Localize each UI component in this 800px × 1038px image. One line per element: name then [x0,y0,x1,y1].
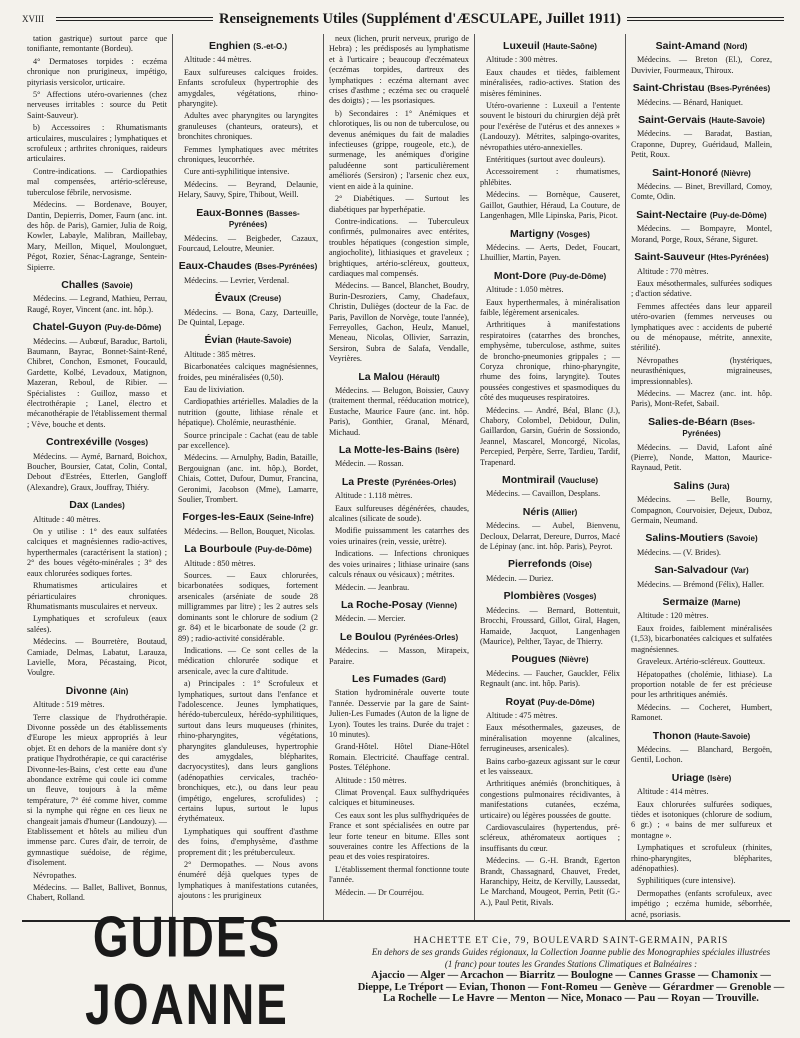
station-paragraph: On y utilise : 1° des eaux sulfatées calciques et magnésiennes radio-actives, hyperthermales (caractérisent la station) ; 2° des boues végéto-minérales ; 3° des eaux chlorurées sodiques fortes. [27,527,167,578]
station-department: (Htes-Pyrénées) [707,253,769,263]
station-heading [329,477,469,488]
station-paragraph: Indications. — Ce sont celles de la médication chlorurée sodique et arsenicale, avec la cure d'altitude. [178,645,318,676]
station-name: Pougues [511,653,556,666]
station-paragraph: neux (lichen, prurit nerveux, prurigo de Hebra) ; les prédisposés au lymphatisme et à l'urticaire ; beaucoup d'eczémateux (eczémas torpides, dartreux des lymphatiques : eczéma alternant avec crises d'asthme ; eczéma sec ou craquelé des doigts) ; — les psoriasiques. [329,34,469,106]
station-paragraph: 5° Affections utéro-ovariennes (chez nerveuses irritables : source du Petit Saint-Sauveur). [27,90,167,120]
station-paragraph: Névropathes (hystériques, neurasthéniques, migraineuses, impressionnables). [631,355,772,386]
station-paragraph: Contre-indications. — Cardiopathies mal compensées, artério-scléreuse, tuberculose fébrile, nervosisme. [27,166,167,197]
station-name: Le Boulou [339,630,392,643]
station-heading [480,229,620,240]
station-department: (Allier) [551,507,578,517]
station-paragraph: Indications. — Infections chroniques des voies urinaires ; lithiase urinaire (sans calculs rénaux ou vésicaux) ; métrites. [329,549,469,580]
page-number: XVIII [22,14,44,24]
column-1 [22,34,173,922]
station-name: Plombières [503,590,561,603]
station-paragraph: Grand-Hôtel. Hôtel Diane-Hôtel Romain. Electricité. Chauffage central. Postes. Téléphone. [329,742,469,773]
station-name: Montmirail [501,474,556,487]
station-paragraph: Graveleux. Artério-scléreux. Goutteux. [637,657,765,667]
station-heading [631,115,772,126]
station-department: (Haute-Savoie) [694,731,751,741]
station-heading [178,208,318,231]
ad-line-1: En dehors de ses grands Guides régionaux, la Collection Joanne publie des Monographies spéciales illustrées [371,947,771,957]
station-paragraph: Lymphatiques qui souffrent d'asthme des foins, d'emphysème, d'asthme proprement dit ; les prétuberculeux. [178,826,318,857]
station-paragraph: Médecins. — Binet, Brevillard, Comoy, Comte, Odin. [631,182,772,202]
station-paragraph: Médecins. — Blanchard, Bergoën, Gentil, Lochon. [631,744,772,765]
ad-publisher: HACHETTE ET Cie, 79, BOULEVARD SAINT-GERMAIN, PARIS [413,935,729,946]
station-paragraph: Altitude : 1.050 mètres. [486,285,564,295]
station-paragraph: Médecins. — Legrand, Mathieu, Perrau, Raugé, Royer, Vincent (anc. int. hôp.). [27,294,167,314]
station-paragraph: Altitude : 40 mètres. [33,514,101,524]
station-heading [480,559,620,570]
station-paragraph: Cardiovasculaires (hypertendus, pré-scléreux, athéromateux aortiques ; insuffisants du cœur. [480,823,620,853]
station-paragraph: 2° Dermopathes. — Nous avons énuméré déjà quelques types de lymphatiques à manifestations cutanées, ajoutons : les prurigineux [178,860,318,901]
station-heading [329,674,469,685]
station-heading [631,533,772,544]
station-paragraph: Entéritiques (surtout avec douleurs). [486,155,606,165]
station-department: (Oise) [569,560,592,570]
station-heading [27,322,167,333]
station-name: La Malou [358,370,404,383]
station-paragraph: Eaux mésothermales, gazeuses, de minéralisation moyenne (alcalines, ferrugineuses, arsenicales). [480,723,620,754]
station-paragraph: Climat Provençal. Eaux sulfhydriquées calciques et bitumineuses. [329,788,469,808]
station-paragraph: Utéro-ovarienne : Luxeuil a l'entente souvent le bistouri du chirurgien déjà prêt pour l'exérèse de l'utérus et des annexes » (Landouzy). Métrites, salpingo-ovarites, névropathies utéro-annexielles. [480,101,620,152]
station-paragraph: Médecin. — Rossan. [335,459,404,469]
station-paragraph: Médecins. — Aerts, Dedet, Foucart, Lhuillier, Martin, Payen. [480,242,620,263]
station-heading [27,500,167,511]
station-paragraph: Sources. — Eaux chlorurées, bicarbonatées sodiques, fortement arsenicales (arséniate de soude 28 milligrammes par litre) ; les 2 autres sels dominants sont le chlorure de sodium (2 gr. 84) et le bicarbonate de soude (2 gr. 89) ; radio-activité considérable. [178,571,318,643]
station-paragraph: Altitude : 414 mètres. [637,787,709,797]
station-name: Enghien [208,40,251,52]
station-paragraph: Médecins. — Bellon, Bouquet, Nicolas. [184,526,315,536]
station-paragraph: Altitude : 300 mètres. [486,55,558,65]
station-department: (Marne) [711,598,741,608]
station-department: (Nièvre) [558,655,589,665]
column-3 [324,34,475,922]
station-department: (Puy-de-Dôme) [254,545,312,555]
station-department: (Vaucluse) [558,476,599,486]
station-name: La Motte-les-Bains [338,444,433,457]
station-paragraph: Bicarbonatées calciques magnésiennes, froides, peu minéralisées (0,50). [178,362,318,382]
station-department: (Savoie) [101,280,133,290]
station-heading [631,481,772,492]
station-paragraph: Médecins. — Cocheret, Humbert, Ramonet. [631,702,772,723]
station-name: Eaux-Bonnes [196,206,264,219]
station-heading [329,445,469,456]
station-paragraph: Médecins. — Aubel, Bienvenu, Decloux, Delarrat, Dereure, Durros, Macé de Lépinay (anc. int. hôp. Paris), Peyrot. [480,521,620,552]
station-paragraph: Eau de lixiviation. [184,384,245,394]
station-paragraph: Femmes lymphatiques avec métrites chroniques, leucorrhée. [178,144,318,165]
station-paragraph: Médecins. — Faucher, Gauckler, Félix Regnault (anc. int. hôp. Paris). [480,668,620,689]
station-paragraph: Bains carbo-gazeux agissant sur le cœur et les vaisseaux. [480,756,620,776]
station-heading [27,686,167,697]
header-rule-left [56,17,213,21]
station-name: Pierrefonds [508,558,567,571]
station-heading [631,41,772,52]
station-name: Saint-Gervais [638,114,706,127]
station-paragraph: Médecins. — David, Lafont aîné (Pierre), Nonde, Matton, Maurice-Raynaud, Petit. [631,442,772,473]
station-department: (Bses-Pyrénées) [682,417,755,439]
ad-text [352,936,790,1005]
station-department: (Vosges) [556,229,590,239]
station-paragraph: Médecins. — Bénard, Haniquet. [637,97,743,107]
station-heading [631,565,772,576]
station-name: Saint-Sauveur [634,251,705,264]
running-header [22,8,790,30]
column-5 [626,34,777,922]
station-paragraph: Eaux froides, faiblement minéralisées (1,53), bicarbonatées calciques et sulfatées magnésiennes. [631,623,772,654]
station-paragraph: Cardiopathies artérielles. Maladies de la nutrition (goutte, lithiase rénale et hépatique). Cholémie, neurasthénie. [178,397,318,428]
station-paragraph: Médecin. — Dr Courréjou. [335,887,424,897]
station-heading [480,41,620,52]
station-heading [631,773,772,784]
station-heading [27,280,167,291]
station-paragraph: Arthritiques à manifestations respiratoires (catarrhes des bronches, emphysème, tuberculose, asthme, suites de broncho-pneumonies grippales ; — Coryza chronique, rhino-pharyngite, rhume des foins, laryngite). Toutes poussées congestives et spasmodiques du côté des muqueuses respiratoires. [480,320,620,403]
station-paragraph: Rhumatismes articulaires et périarticulaires chroniques. Rhumatismants musculaires et nerveux. [27,581,167,611]
station-paragraph: Altitude : 770 mètres. [637,266,709,276]
station-paragraph: Médecins. — Aubœuf, Baraduc, Bartoli, Baumann, Bayrac, Bonnet-Saint-René, Chibret, Conchon, Esmonet, Foucauld, Gardette, Kolbé, Levadoux, Matignon, Mazeran, Reboul, de Ribier. — Spécialistes : Guilloz, masso et électrothérapie ; Lanel, électro et mécanothérapie de l'établissement thermal ; Vève, bouche et dents. [27,336,167,429]
station-name: Salins [673,479,705,492]
station-paragraph: Eaux chlorurées sulfurées sodiques, tièdes et isotoniques (chlorure de sodium, 6 gr.) ; « bains de mer sulfureux et montagne ». [631,799,772,840]
station-paragraph: Médecins. — Brémond (Félix), Haller. [637,579,765,589]
station-paragraph: a) Principales : 1° Scrofuleux et lymphatiques, surtout dans l'enfance et l'adolescence. Jeunes lymphatiques, hérédo-tuberculeux, hérédo-syphilitiques, surtout dans leurs muqueuses (rhinites, rhino-pharyngites, végétations, pharyngites glanduleuses, hypertrophie des amygdales, blépharites, dacryocystites), dans leurs ganglions (adénopathies cervicales, trachéo-bronchiques, etc.), ou dans leur peau (impétigo, engelures, scrofulides) ; certains lupus, surtout le lupus érythémateux. [178,679,318,824]
station-heading [631,252,772,263]
station-paragraph: Médecins. — Aymé, Barnard, Boichox, Boucher, Boursier, Catat, Colin, Contal, Debout d'Estrées, Etterlen, Gangloff (Alexandre), Graux, Jouffray, Thiéry. [27,451,167,492]
station-paragraph: Altitude : 519 mètres. [33,700,105,710]
station-paragraph: Eaux sulfureuses calciques froides. Enfants scrofuleux (hypertrophie des amygdales, végétations, rhino-pharyngite). [178,67,318,109]
station-department: (Creuse) [248,294,282,304]
station-department: (Vienne) [425,600,458,610]
station-heading [480,507,620,518]
station-paragraph: Médecins. — Bourretère, Boutaud, Camiade, Delmas, Labatut, Larauza, Lavielle, Mora, Pécastaing, Picot, Voulgre. [27,637,167,678]
station-paragraph: Hépatopathes (cholémie, lithiase). La proportion notable de fer est précieuse pour les arthritiques anémiés. [631,669,772,700]
station-paragraph: Altitude : 1.118 mètres. [335,491,413,501]
station-paragraph: Syphilitiques (cure intensive). [637,876,736,886]
station-paragraph: tation gastrique) surtout parce que tonifiante, remontante (Bordeu). [27,34,167,54]
station-paragraph: Altitude : 44 mètres. [184,55,252,65]
station-name: Sermaize [662,596,709,609]
station-paragraph: L'établissement thermal fonctionne toute l'année. [329,864,469,885]
station-department: (Isère) [435,446,460,456]
station-name: Salins-Moutiers [645,532,724,545]
station-name: Divonne [65,684,108,697]
station-department: (Landes) [91,501,125,511]
station-department: (Nièvre) [721,168,751,178]
ad-logo: GUIDES JOANNE [85,903,289,1037]
station-name: La Roche-Posay [340,598,423,611]
station-department: (Puy-de-Dôme) [549,271,607,281]
station-paragraph: Médecins. — Masson, Mirapeix, Paraire. [329,646,469,666]
station-name: Évian [204,334,233,347]
station-paragraph: 2° Diabétiques. — Surtout les diabétiques par hyperhépatie. [329,194,469,214]
station-paragraph: Lymphatiques et scrofuleux (eaux salées). [27,614,167,634]
station-name: Néris [522,505,549,518]
station-paragraph: Médecins. — André, Béal, Blanc (J.), Chabory, Colombel, Debidour, Dulin, Gaillardon, Garsin, Guérin de Sossiondo, Jeannel, Mascarel, Moncorgé, Nicolas, Percepied, Perpère, Serre, Tardieu, Tardif, Trapenard. [480,405,620,467]
station-department: (Vosges) [114,438,149,448]
station-name: Eaux-Chaudes [178,260,252,273]
station-name: Salies-de-Béarn [648,415,728,428]
station-paragraph: Médecins. — Levrier, Verdenal. [184,275,290,285]
column-2 [173,34,324,922]
station-department: (Puy-de-Dôme) [104,323,162,333]
station-name: Forges-les-Eaux [182,511,265,524]
station-heading [480,591,620,602]
ad-cities-3: La Rochelle — Le Havre — Menton — Nice, Monaco — Pau — Royan — Trouville. [383,993,759,1004]
station-department: (Puy-de-Dôme) [537,697,595,707]
station-heading [178,293,318,304]
station-department: (Basses-Pyrénées) [228,208,300,230]
station-heading [27,437,167,448]
station-paragraph: Médecins. — Beigbeder, Cazaux, Fourcaud, Leloutre, Meunier. [178,233,318,253]
station-name: Martigny [510,227,554,240]
station-paragraph: Médecins. — Ballet, Ballivet, Bonnus, Chabert, Rolland. [27,883,167,903]
station-paragraph: Source principale : Cachat (eau de table par excellence). [178,430,318,450]
station-department: (Hérault) [406,372,440,382]
ad-cities-2: Dieppe, Le Tréport — Evian, Thonon — Font-Romeu — Genève — Gérardmer — Grenoble — [357,981,785,993]
station-paragraph: Médecins. — Breton (El.), Corez, Duvivier, Fourmeaux, Thiroux. [631,55,772,75]
station-paragraph: Station hydrominérale ouverte toute l'année. Desservie par la gare de Saint-Julien-Les Fumades (Auton de la ligne de Lyon). Toutes les trains. Durée du trajet : 10 minutes). [329,688,469,739]
station-paragraph: Cure anti-syphilitique intensive. [184,167,290,177]
station-paragraph: Lymphatiques et scrofuleux (rhinites, rhino-pharyngites, blépharites, adénopathies). [631,843,772,873]
station-heading [631,168,772,179]
station-heading [631,83,772,94]
station-heading [329,600,469,611]
station-department: (Pyrénées-Orles) [392,477,457,487]
ad-line-2: (1 franc) pour toutes les Grandes Stations Climatiques et Balnéaires : [444,958,698,969]
station-paragraph: Altitude : 150 mètres. [335,775,407,785]
station-name: Chatel-Guyon [32,321,102,334]
station-paragraph: Contre-indications. — Tuberculeux confirmés, pulmonaires avec entérites, troubles hépatiques (congestion simple, angiocholite), lithiasiques et graveleux ; brightiques, artério-scléreux, goutteux, cardiaques mal compensés. [329,216,469,278]
station-department: (Ain) [110,686,129,696]
station-paragraph: Accessoirement : rhumatismes, phlébites. [480,167,620,187]
station-department: (Haute-Savoie) [708,116,765,126]
station-heading [631,597,772,608]
station-paragraph: Terre classique de l'hydrothérapie. Divonne possède un des établissements d'Europe les mieux appropriés à leur objet. Et en dehors de la manière dont s'y pratique l'hydrothérapie, ce qui caractérise Divonne-les-Bains, c'est cette eau d'une abondance extrême qui coule ici comme un fleuve, toujours à la même température, 7° été comme hiver, comme si la nymphe qui règne en ces lieux ne changeait jamais d'humeur (Landouzy). — Etablissement et hôtels au milieu d'un immense parc. Cures d'air, de terroir, de gymnastique suédoise, de régime, d'isolement. [27,712,167,868]
station-heading [480,475,620,486]
station-heading [178,335,318,346]
station-department: (Savoie) [726,534,758,544]
station-paragraph: Altitude : 385 mètres. [184,349,256,359]
station-department: (Nord) [723,42,748,51]
station-heading [480,697,620,708]
station-paragraph: Médecins. — Bernard, Bottentuit, Brocchi, Froussard, Gillot, Giral, Hagen, Hamaide, Jacquot, Langenhagen (Maurice), Pelther, Tayac, de Thierry. [480,605,620,646]
station-name: Challes [61,278,99,291]
station-department: (Haute-Saône) [542,42,597,51]
station-name: San-Salvadour [654,564,728,577]
column-4 [475,34,626,922]
station-paragraph: Médecins. — Baradat, Bastian, Craponne, Duprey, Guéridaud, Mallein, Petit, Roux. [631,129,772,160]
station-paragraph: Médecin. — Duriez. [486,573,554,583]
station-name: Évaux [214,292,246,305]
station-paragraph: Modifie puissamment les catarrhes des voies urinaires (rein, vessie, urètre). [329,526,469,546]
station-paragraph: Dermopathes (enfants scrofuleux, avec impétigo ; eczéma humide, séborrhée, acné, psoriasis. [631,888,772,919]
station-heading [178,544,318,555]
station-paragraph: Médecins. — Bompayre, Montel, Morand, Porge, Roux, Sérane, Siguret. [631,224,772,244]
station-name: Saint-Amand [655,40,721,52]
station-name: Saint-Nectaire [636,208,707,221]
station-department: (Gard) [422,674,447,684]
station-heading [178,512,318,523]
station-heading [329,372,469,383]
station-paragraph: b) Secondaires : 1° Anémiques et chlorotiques, lis ou non de tuberculose, ou devenus anémiques du fait de maladies infectieuses (grippe, rougeole, etc.), de surmenage, les anémiques d'origine paludéenne sont particulièrement améliorés (Sersiron) ; l'arsenic chez eux, vient en aide à la quinine. [329,108,469,191]
station-department: (Isère) [707,773,732,783]
ad-cities-1: Ajaccio — Alger — Arcachon — Biarritz — Boulogne — Cannes Grasse — Chamonix — [371,970,771,981]
columns [22,34,790,922]
station-name: La Bourboule [184,543,252,556]
station-department: (S.-et-O.) [253,42,288,51]
station-department: (Jura) [707,481,730,491]
station-name: Dax [69,499,89,512]
station-paragraph: Médecins. — Cavaillon, Desplans. [486,489,601,499]
station-paragraph: Médecins. — Bordenave, Bouyer, Dantin, Depierris, Domer, Faurn (anc. int. des hôp. de Paris), Garnier, Julia de Roig, Kowler, Labayle, Malibran, Maillebay, Mary, Meillon, Miquel, Moulonguet, Pégot, Rozier, Sénac-Lagrange, Sentein-Sipierre. [27,200,167,272]
station-heading [631,210,772,221]
station-paragraph: Altitude : 120 mètres. [637,611,709,621]
station-paragraph: Eaux sulfureuses dégénérées, chaudes, alcalines (silicate de soude). [329,503,469,524]
station-paragraph: Médecin. — Jeanbrau. [335,582,410,592]
station-paragraph: 4° Dermatoses torpides : eczéma chronique non prurigineux, impétigo, pityriasis versicolor, urticaire. [27,56,167,87]
station-heading [631,731,772,742]
station-heading [178,41,318,52]
station-name: Luxeuil [503,40,540,52]
station-paragraph: Ces eaux sont les plus sulfhydriquées de France et sont spécialisées en outre par leur forte teneur en bitume. Elles sont souveraines contre les Affections de la peau et des voies respiratoires. [329,810,469,862]
station-paragraph: Médecins. — Belugon, Boissier, Cauvy (traitement thermal, rééducation motrice), Eustache, Maurice Faure (anc. int. hôp. Paris), Gonthier, Granal, Ménard, Michaud. [329,386,469,437]
station-paragraph: Médecins. — (V. Brides). [637,547,721,557]
station-paragraph: Altitude : 475 mètres. [486,710,558,720]
station-paragraph: Arthritiques anémiés (bronchitiques, à congestions pulmonaires récidivantes, à manifestations cutanées, eczéma, urticaire) ou légères poussées de goutte. [480,779,620,820]
station-paragraph: Névropathes. [33,870,77,880]
station-name: Saint-Honoré [652,166,719,179]
station-department: (Pyrénées-Orles) [394,632,459,642]
station-name: Royat [505,695,535,708]
station-department: (Vosges) [563,592,597,602]
station-paragraph: Médecins. — G.-H. Brandt, Egerton Brandt, Chassagnard, Chauvet, Fredet, Haranchipy, Heitz, de Kervilly, Laussedat, Le Marchand, Mougeot, Perrin, Petit (G.-A.), Paul Petit, Rivals. [480,856,620,907]
station-paragraph: Médecins. — Macrez (anc. int. hôp. Paris), Mont-Refet, Sabail. [631,388,772,409]
station-paragraph: Médecins. — Arnulphy, Badin, Bataille, Bergouignan (anc. int. hôp.), Bordet, Chiais, Cottet, Dufour, Dumur, Francina, Geronimi, Jacobson (Mme), Lamarre, Soulier, Trombert. [178,453,318,505]
station-paragraph: Eaux mésothermales, sulfurées sodiques ; d'action sédative. [631,278,772,299]
station-paragraph: Médecins. — Bona, Cazy, Darteuille, De Quintal, Lepage. [178,307,318,327]
station-paragraph: Médecins. — Bornèque, Causeret, Gaillot, Gauthier, Héraud, La Couture, de Langenhagen, Mlle Lipinska, Paris, Picot. [480,190,620,221]
station-department: (Haute-Savoie) [235,336,292,346]
station-heading [178,261,318,272]
station-paragraph: Médecin. — Mercier. [335,614,406,624]
station-name: Les Fumades [351,672,420,685]
station-paragraph: Adultes avec pharyngites ou laryngites granuleuses (chanteurs, orateurs), et bronchites chroniques. [178,111,318,142]
station-name: La Preste [341,475,390,488]
station-heading [480,654,620,665]
station-department: (Bses-Pyrénées) [707,84,771,94]
station-department: (Var) [730,566,749,576]
station-name: Saint-Christau [632,82,705,95]
station-paragraph: Médecins. — Bancel, Blanchet, Boudry, Burin-Desroziers, Camy, Chadefaux, Christin, Dulièges (docteur de la Fac. de Paris, Pavillon de Norvège, toute l'année), Ferreyolles, Gachon, Heulz, Manuel, Meneau, Nicolas, Ollivier, Sarrazin, Sersiron, Subra de Salafa, Vendalle, Veyrières. [329,281,469,364]
station-heading [329,632,469,643]
station-heading [480,271,620,282]
station-name: Thonon [652,729,692,742]
station-heading [631,417,772,440]
station-paragraph: Femmes affectées dans leur appareil utéro-ovarien (femmes nerveuses ou lymphatiques avec : accidents de puberté ou de ménopause, métrite, annexite, stérilité). [631,301,772,353]
header-rule-right [627,17,784,21]
station-paragraph: b) Accessoires : Rhumatismants articulaires, musculaires ; lymphatiques et scrofuleux ; arthrites chroniques, raideurs articulaires. [27,123,167,164]
station-paragraph: Altitude : 850 mètres. [184,558,256,568]
page-title: Renseignements Utiles (Supplément d'ÆSCULAPE, Juillet 1911) [219,10,621,27]
station-department: (Bses-Pyrénées) [254,262,318,272]
station-name: Uriage [671,771,705,784]
station-paragraph: Médecins. — Belle, Bourny, Compagnon, Courvoisier, Dejeux, Duboz, Germain, Neumand. [631,495,772,526]
station-paragraph: Eaux chaudes et tièdes, faiblement minéralisées, radio-actives. Station des misères féminines. [480,67,620,98]
station-paragraph: Eaux hyperthermales, à minéralisation faible, légèrement arsenicales. [480,297,620,317]
station-name: Contrexéville [45,436,112,449]
station-paragraph: Médecins. — Beyrand, Delaunie, Helary, Sauvy, Spire, Thibout, Weill. [178,179,318,200]
station-name: Mont-Dore [493,269,547,282]
station-department: (Seine-Infre) [266,513,314,523]
station-department: (Puy-de-Dôme) [709,210,767,220]
